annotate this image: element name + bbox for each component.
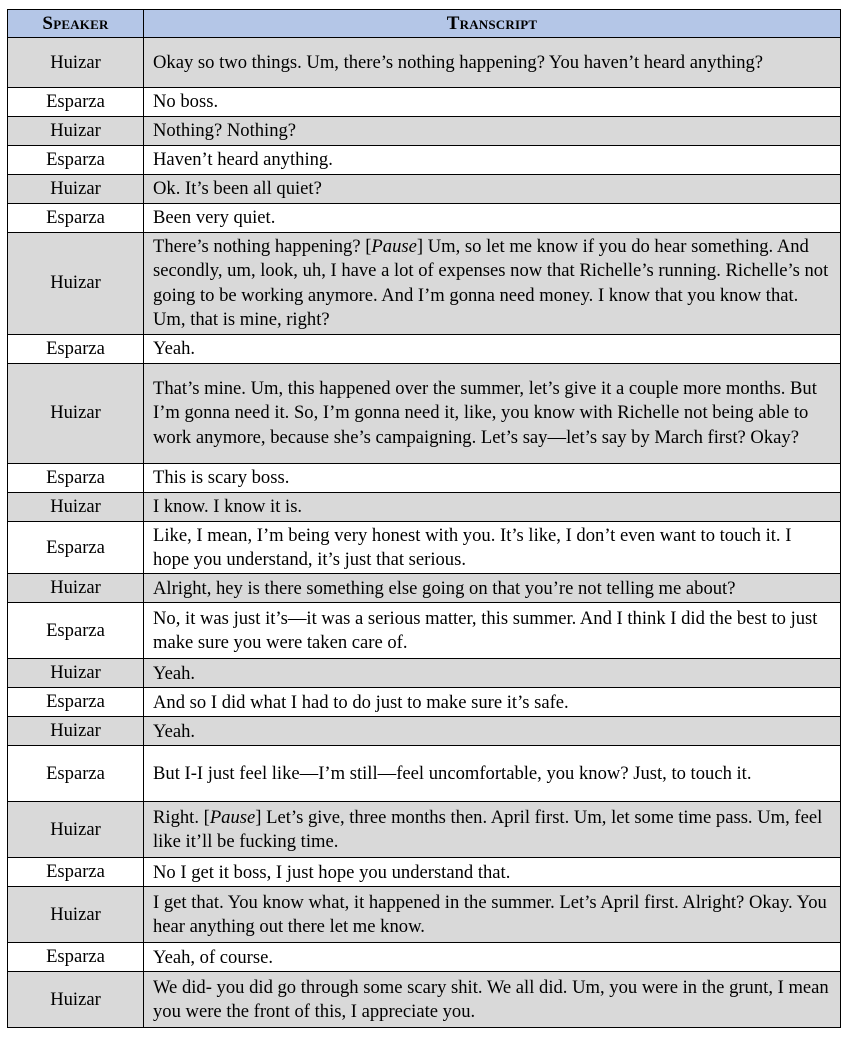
transcript-cell: Yeah.: [144, 659, 841, 688]
table-row: [8, 688, 841, 717]
table-row: [8, 887, 841, 943]
speaker-cell: Esparza: [8, 88, 144, 117]
table-row: [8, 574, 841, 603]
table-row: [8, 972, 841, 1028]
speaker-cell: Esparza: [8, 463, 144, 492]
speaker-cell: Huizar: [8, 492, 144, 521]
table-row: [8, 858, 841, 887]
table-row: [8, 521, 841, 574]
transcript-cell: Yeah, of course.: [144, 943, 841, 972]
table-row: [8, 146, 841, 175]
transcript-cell: Yeah.: [144, 717, 841, 746]
transcript-cell: [144, 802, 841, 858]
speaker-cell: Huizar: [8, 887, 144, 943]
transcript-cell: Haven’t heard anything.: [144, 146, 841, 175]
table-row: [8, 463, 841, 492]
transcript-text-part: Right. [: [153, 807, 210, 829]
speaker-cell: Esparza: [8, 334, 144, 363]
transcript-table: [7, 9, 841, 1028]
pause-annotation: Pause: [371, 236, 417, 257]
table-row: [8, 204, 841, 233]
table-row: [8, 659, 841, 688]
table-row: [8, 233, 841, 335]
transcript-cell: I get that. You know what, it happened in the summer. Let’s April first. Alright? Okay. You hear anything out there let me know.: [144, 887, 841, 943]
speaker-cell: Esparza: [8, 521, 144, 574]
transcript-column-header: Transcript: [144, 10, 841, 38]
table-row: [8, 603, 841, 659]
transcript-container: [7, 9, 840, 1028]
speaker-column-header: Speaker: [8, 10, 144, 38]
table-header-row: [8, 10, 841, 38]
speaker-cell: Esparza: [8, 146, 144, 175]
speaker-cell: Esparza: [8, 603, 144, 659]
speaker-cell: Huizar: [8, 802, 144, 858]
speaker-cell: Esparza: [8, 858, 144, 887]
speaker-cell: Huizar: [8, 659, 144, 688]
transcript-cell: I know. I know it is.: [144, 492, 841, 521]
transcript-cell: [144, 233, 841, 335]
transcript-cell: Okay so two things. Um, there’s nothing happening? You haven’t heard anything?: [144, 38, 841, 88]
speaker-cell: Huizar: [8, 38, 144, 88]
speaker-cell: Huizar: [8, 363, 144, 463]
transcript-cell: Alright, hey is there something else going on that you’re not telling me about?: [144, 574, 841, 603]
transcript-cell: Nothing? Nothing?: [144, 117, 841, 146]
speaker-cell: Huizar: [8, 175, 144, 204]
table-row: [8, 88, 841, 117]
transcript-cell: But I-I just feel like—I’m still—feel uncomfortable, you know? Just, to touch it.: [144, 746, 841, 802]
table-row: [8, 802, 841, 858]
table-row: [8, 717, 841, 746]
speaker-cell: Esparza: [8, 204, 144, 233]
transcript-text-part: ] Let’s give, three months then. April first. Um, let some time pass. Um, feel like it’ll be fucking time.: [153, 807, 823, 853]
pause-annotation: Pause: [209, 807, 256, 829]
transcript-cell: This is scary boss.: [144, 463, 841, 492]
table-row: [8, 334, 841, 363]
transcript-cell: No boss.: [144, 88, 841, 117]
speaker-cell: Esparza: [8, 943, 144, 972]
transcript-cell: No I get it boss, I just hope you understand that.: [144, 858, 841, 887]
speaker-cell: Huizar: [8, 717, 144, 746]
table-row: [8, 117, 841, 146]
transcript-cell: And so I did what I had to do just to make sure it’s safe.: [144, 688, 841, 717]
table-row: [8, 175, 841, 204]
transcript-cell: Been very quiet.: [144, 204, 841, 233]
transcript-cell: That’s mine. Um, this happened over the summer, let’s give it a couple more months. But I’m gonna need it. So, I’m gonna need it, like, you know with Richelle not being able to work anymore, because she’s campaigning. Let’s say—let’s say by March first? Okay?: [144, 363, 841, 463]
transcript-cell: Yeah.: [144, 334, 841, 363]
transcript-cell: We did- you did go through some scary shit. We all did. Um, you were in the grunt, I mean you were the front of this, I appreciate you.: [144, 972, 841, 1028]
transcript-cell: No, it was just it’s—it was a serious matter, this summer. And I think I did the best to just make sure you were taken care of.: [144, 603, 841, 659]
speaker-cell: Esparza: [8, 688, 144, 717]
transcript-text-part: There’s nothing happening? [: [153, 236, 372, 257]
table-row: [8, 943, 841, 972]
speaker-cell: Huizar: [8, 972, 144, 1028]
transcript-cell: Ok. It’s been all quiet?: [144, 175, 841, 204]
speaker-cell: Esparza: [8, 746, 144, 802]
table-row: [8, 492, 841, 521]
table-row: [8, 363, 841, 463]
speaker-cell: Huizar: [8, 117, 144, 146]
transcript-cell: Like, I mean, I’m being very honest with you. It’s like, I don’t even want to touch it. I hope you understand, it’s just that serious.: [144, 521, 841, 574]
transcript-text-part: ] Um, so let me know if you do hear something. And secondly, um, look, uh, I have a lot of expenses now that Richelle’s running. Richelle’s not going to be working anymore. And I’m gonna need money. I know that you know that. Um, that is mine, right?: [153, 236, 829, 331]
speaker-cell: Huizar: [8, 574, 144, 603]
table-row: [8, 746, 841, 802]
table-row: [8, 38, 841, 88]
speaker-cell: Huizar: [8, 233, 144, 335]
